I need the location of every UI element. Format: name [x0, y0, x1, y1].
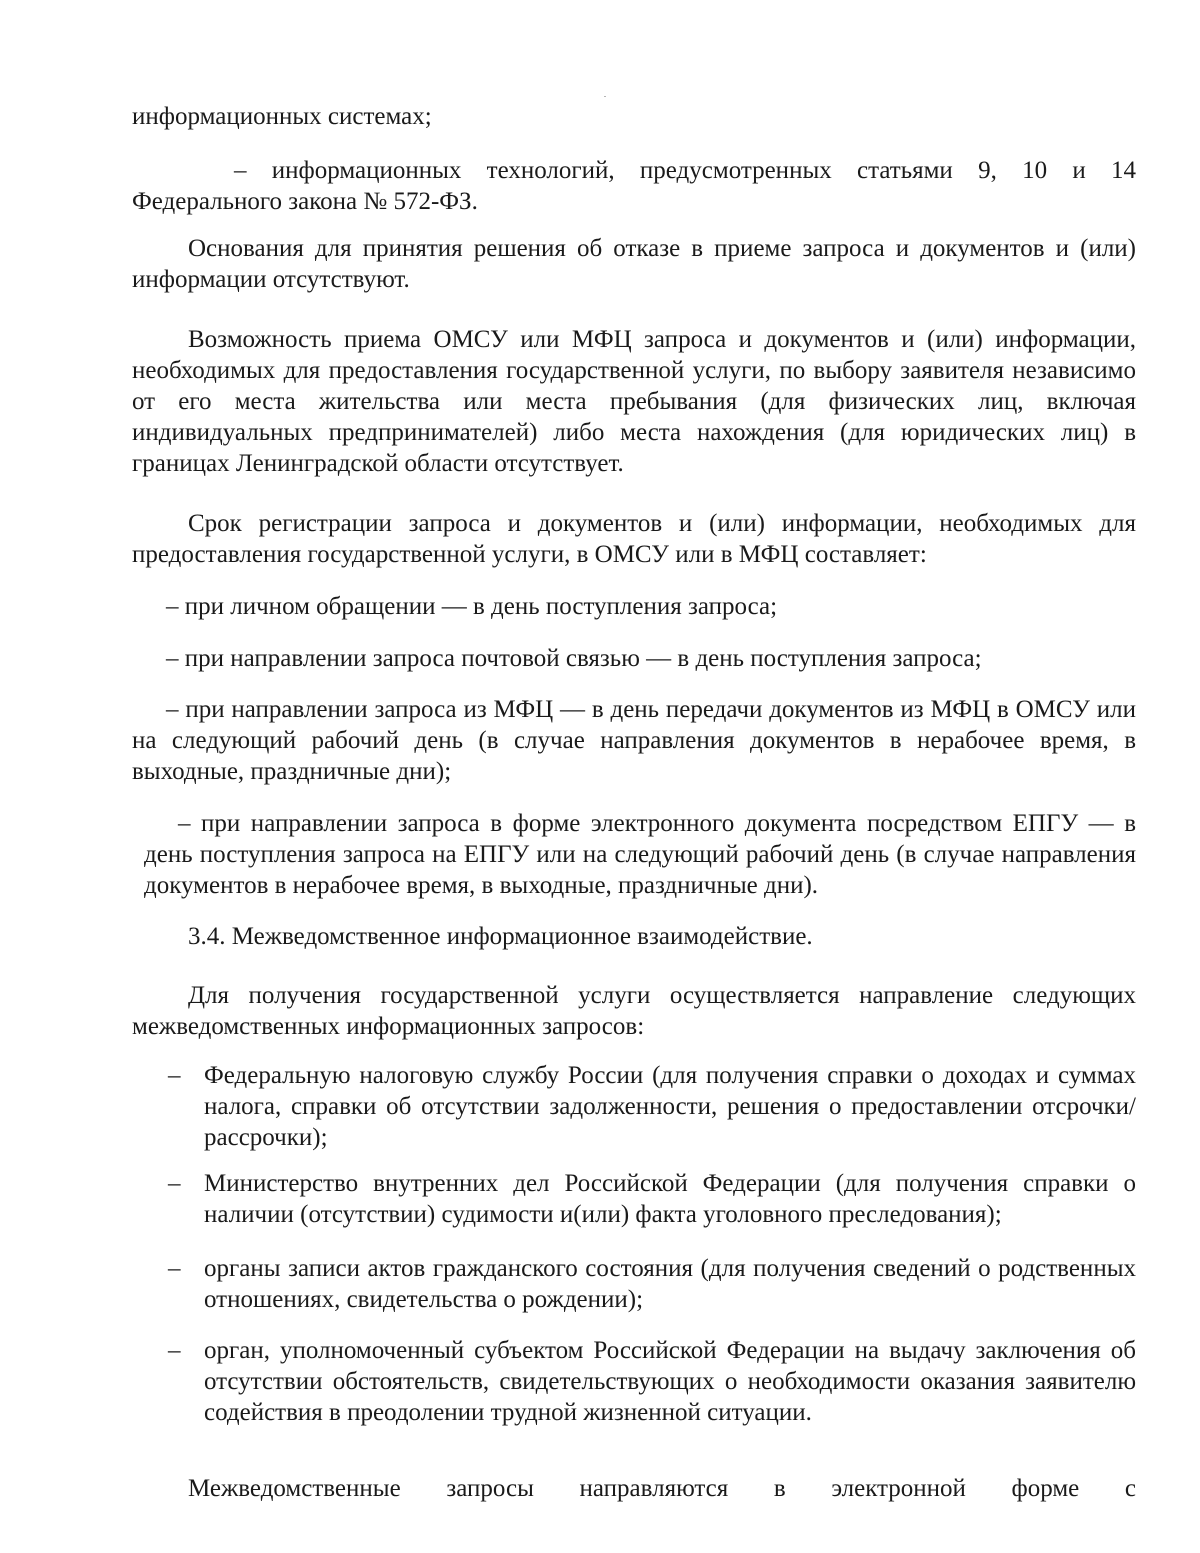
list-item-text: орган, уполномоченный субъектом Российской Федерации на выдачу заключения об отсутствии обстоятельств, свидетельствующих о необходимости оказания заявителю содействия в преодолении трудной жизненной ситуации. — [204, 1337, 1136, 1426]
paragraph-extraterritorial: Возможность приема ОМСУ или МФЦ запроса и документов и (или) информации, необходимых для предоставления государственной услуги, по выбору заявителя независимо от его места жительства или места пребывания (для физических лиц, включая индивидуальных предпринимателей) либо места нахождения (для юридических лиц) в границах Ленинградской области отсутствует. — [132, 326, 1136, 477]
scan-speck — [604, 96, 606, 97]
list-item — [168, 1060, 1136, 1153]
list-dash: – — [168, 1255, 181, 1282]
list-item-text: Федеральную налоговую службу России (для получения справки о доходах и суммах налога, справки об отсутствии задолженности, решения о предоставлении отсрочки/рассрочки); — [204, 1062, 1136, 1151]
paragraph-interagency-intro: Для получения государственной услуги осуществляется направление следующих межведомственных информационных запросов: — [132, 982, 1136, 1040]
paragraph-interagency-requests: Межведомственные запросы направляются в электронной форме с — [188, 1475, 1136, 1502]
list-item-text: Министерство внутренних дел Российской Федерации (для получения справки о наличии (отсутствии) судимости и(или) факта уголовного преследования); — [204, 1170, 1136, 1228]
list-item-text: органы записи актов гражданского состояния (для получения сведений о родственных отношениях, свидетельства о рождении); — [204, 1255, 1136, 1313]
term-mfc: – при направлении запроса из МФЦ — в день передачи документов из МФЦ в ОМСУ или на следующий рабочий день (в случае направления документов в нерабочее время, в выходные, праздничные дни); — [132, 696, 1136, 785]
term-personal: – при личном обращении — в день поступления запроса; — [166, 593, 778, 620]
term-epgu: – при направлении запроса в форме электронного документа посредством ЕПГУ — в день поступления запроса на ЕПГУ или на следующий рабочий день (в случае направления документов в нерабочее время, в выходные, праздничные дни). — [144, 810, 1136, 899]
paragraph-refusal-grounds: Основания для принятия решения об отказе в приеме запроса и документов и (или) информации отсутствуют. — [132, 235, 1136, 293]
list-dash: – — [168, 1170, 181, 1197]
paragraph-technologies: – информационных технологий, предусмотренных статьями 9, 10 и 14 Федерального закона № 572-ФЗ. — [132, 157, 1136, 215]
list-item — [168, 1335, 1136, 1428]
section-3-4-heading: 3.4. Межведомственное информационное взаимодействие. — [188, 923, 813, 950]
paragraph-registration-term: Срок регистрации запроса и документов и (или) информации, необходимых для предоставления государственной услуги, в ОМСУ или в МФЦ составляет: — [132, 510, 1136, 568]
list-dash: – — [168, 1062, 181, 1089]
term-postal: – при направлении запроса почтовой связью — в день поступления запроса; — [166, 645, 982, 672]
list-item — [168, 1168, 1136, 1230]
list-dash: – — [168, 1337, 181, 1364]
list-item — [168, 1253, 1136, 1315]
paragraph-continuation: информационных системах; — [132, 103, 432, 130]
